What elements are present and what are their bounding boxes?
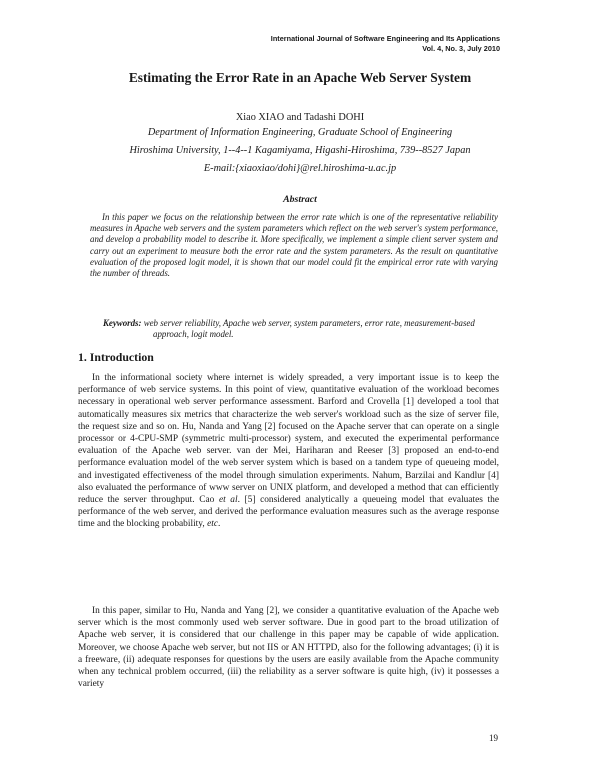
page-number: 19 [489,733,498,743]
keywords-text: web server reliability, Apache web server, system parameters, error rate, measurement-based approach, logit model. [143,318,475,340]
paper-title: Estimating the Error Rate in an Apache Web Server System [128,70,472,85]
p1-end: . [218,519,221,530]
journal-header [271,34,500,53]
affiliation-university: Hiroshima University, 1--4--1 Kagamiyama, Higashi-Hiroshima, 739--8527 Japan [129,145,471,156]
journal-volume: Vol. 4, No. 3, July 2010 [422,43,500,53]
p1-etal: et al [218,495,238,506]
intro-paragraph-2: In this paper, similar to Hu, Nanda and Yang [2], we consider a quantitative evaluation of the Apache web server which is the most commonly used web server software. Due in good part to the broad utilization of Apache web server, it is considered that our challenge in this paper may be capable of wide application. Moreover, we choose Apache web server, but not IIS or AN HTTPD, also for the following advantages; (i) it is a freeware, (ii) adequate responses for questions by the users are easily available from the Apache community when any technical problem occurred, (iii) the reliability as a server software is quite high, (iv) it possesses a variety [78,606,499,690]
affiliation-department: Department of Information Engineering, Graduate School of Engineering [147,127,453,138]
abstract-heading: Abstract [283,194,317,205]
journal-name: International Journal of Software Engineering and Its Applications [270,34,500,43]
authors: Xiao XIAO and Tadashi DOHI [235,112,365,123]
p1-text-b: . [5] considered analytically a queueing model that evaluates the performance of the web server, and derived the performance evaluation measures such as the average response time and the blocking probability, [78,495,499,530]
keywords [103,318,499,340]
p1-etc: etc [207,519,218,530]
author-email: E-mail:{xiaoxiao/dohi}@rel.hiroshima-u.ac.jp [203,163,397,174]
p1-text-a: In the informational society where internet is widely spreaded, a very important issue is to keep the performance of web service systems. In this point of view, quantitative evaluation of the workload becomes necessary in operational web server performance assessment. Barford and Crovella [1] developed a tool that automatically measures six metrics that characterize the web server's workload such as the size of server file, the request size and so on. Hu, Nanda and Yang [2] focused on the Apache server that can operate on a single processor or 4-CPU-SMP (symmetric multi-processor) system, and executed the experimental performance evaluation of the Apache web server. van der Mei, Hariharan and Reeser [3] proposed an end-to-end performance evaluation model of the web server system which is based on a tandem type of queueing model, and investigated effectiveness of the model through simulation experiments. Nahum, Barzilai and Kandlur [4] also evaluated the performance of www server on UNIX platform, and developed a method that can efficiently reduce the server throughput. Cao [78,373,499,506]
abstract-text: In this paper we focus on the relationship between the error rate which is one of the representative reliability measures in Apache web servers and the system parameters which reflect on the web server's system performance, and develop a probability model to describe it. More specifically, we implement a simple client server system and carry out an experiment to measure both the error rate and the system parameters. As the result on quantitative evaluation of the proposed logit model, it is shown that our model could fit the empirical error rate with varying the number of threads. [90,212,498,279]
intro-paragraph-1 [78,372,499,531]
section-heading-introduction: 1. Introduction [78,350,154,364]
keywords-label: Keywords: [103,318,142,328]
